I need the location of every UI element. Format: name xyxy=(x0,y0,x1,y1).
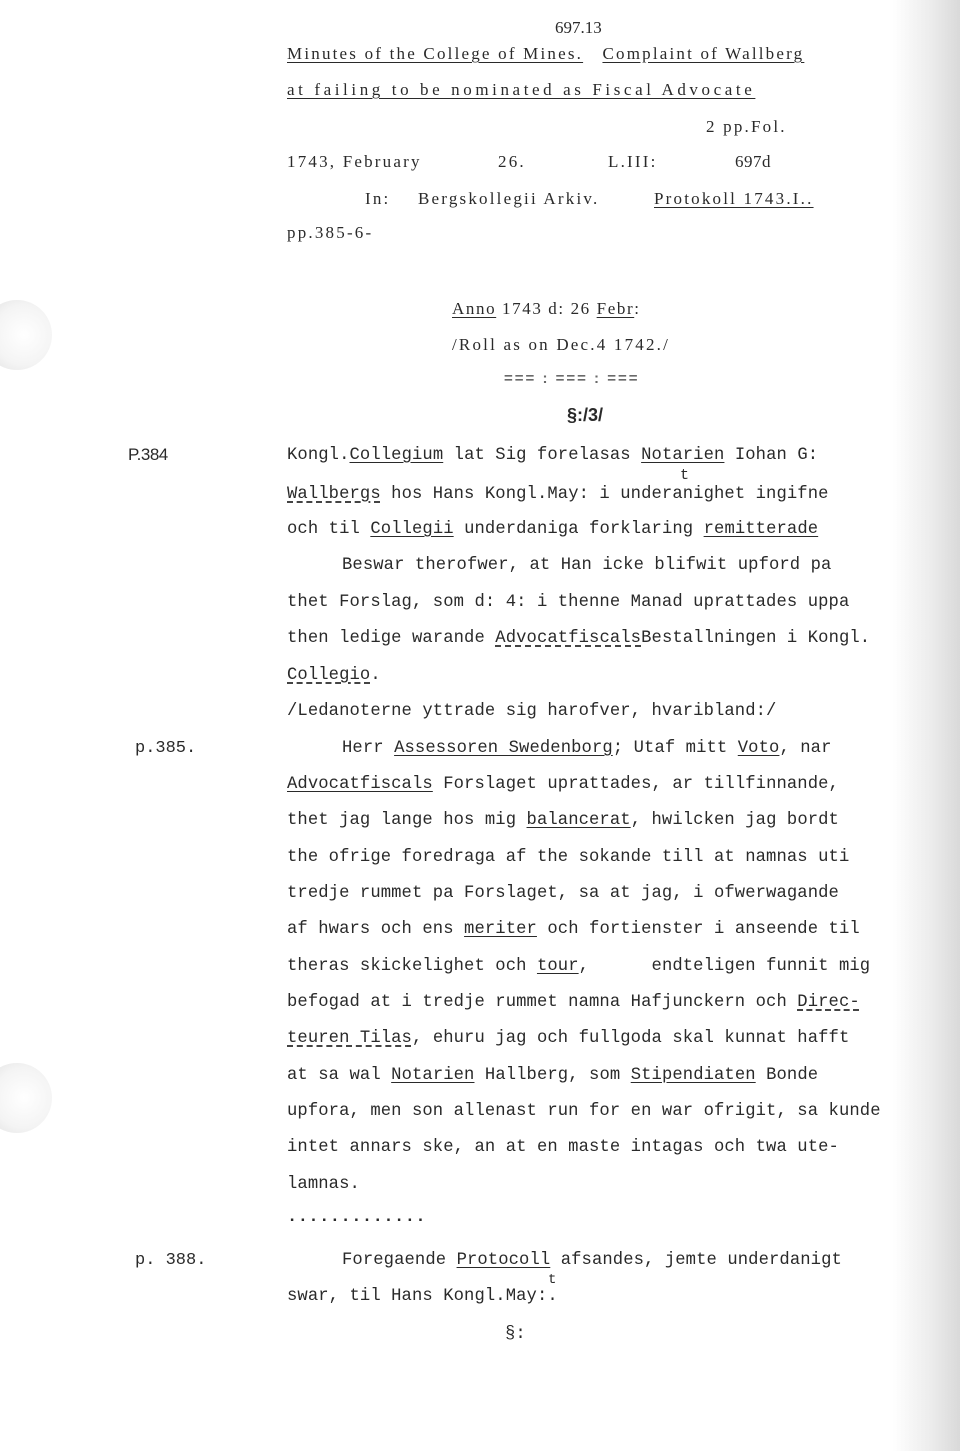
body-line-22: Foregaende Protocoll afsandes, jemte underdanigt xyxy=(342,1251,842,1270)
title-line-2: at failing to be nominated as Fiscal Advocate xyxy=(287,80,756,99)
body-line-7: Collegio. xyxy=(287,666,381,685)
anno-line xyxy=(452,299,641,319)
document-number: 697.13 xyxy=(555,18,602,37)
body-line-18: at sa wal Notarien Hallberg, som Stipendiaten Bonde xyxy=(287,1066,819,1085)
separator: === : === : === xyxy=(504,370,640,387)
protocol: Protokoll 1743.I.. xyxy=(654,189,814,208)
body-line-3: och til Collegii underdaniga forklaring remitterade xyxy=(287,520,819,539)
body-line-14: af hwars och ens meriter och fortienster i anseende til xyxy=(287,920,860,939)
page-reference: pp.385-6- xyxy=(287,223,374,242)
page-count: 2 pp.Fol. xyxy=(706,117,787,136)
body-line-9: Herr Assessoren Swedenborg; Utaf mitt Voto, nar xyxy=(342,739,832,758)
margin-note-p388: p. 388. xyxy=(135,1251,207,1270)
body-line-2: Wallbergs hos Hans Kongl.May: i underanighet ingifne xyxy=(287,485,829,504)
dotted-separator: ............. xyxy=(287,1208,427,1227)
reference: 697d xyxy=(735,152,771,171)
body-line-4: Beswar therofwer, at Han icke blifwit upford pa xyxy=(342,556,832,575)
body-line-11: thet jag lange hos mig balancerat, hwilcken jag bordt xyxy=(287,811,839,830)
body-line-6: then ledige warande AdvocatfiscalsBestallningen i Kongl. xyxy=(287,629,871,648)
margin-note-p384: P.384 xyxy=(128,445,168,464)
title-line-1 xyxy=(287,44,804,64)
body-line-5: thet Forslag, som d: 4: i thenne Manad uprattades uppa xyxy=(287,593,850,612)
margin-note-p385: p.385. xyxy=(135,739,197,758)
body-line-19: upfora, men son allenast run for en war ofrigit, sa kunde xyxy=(287,1102,881,1121)
anno-word: Anno xyxy=(452,299,497,318)
body-line-21: lamnas. xyxy=(287,1175,360,1194)
body-line-10: Advocatfiscals Forslaget uprattades, ar tillfinnande, xyxy=(287,775,839,794)
body-line-1: Kongl.Collegium lat Sig forelasas Notarien Iohan G: xyxy=(287,446,819,465)
in-label: In: xyxy=(365,189,391,208)
body-line-15: theras skickelighet och tour, endteligen funnit mig xyxy=(287,957,871,976)
body-line-23: swar, til Hans Kongl.May:. xyxy=(287,1287,558,1306)
anno-month: Febr xyxy=(596,299,635,318)
title-minutes: Minutes of the College of Mines. xyxy=(287,44,584,63)
body-line-20: intet annars ske, an at en maste intagas och twa ute- xyxy=(287,1138,839,1157)
archive: Bergskollegii Arkiv. xyxy=(418,189,600,208)
body-line-16: befogad at i tredje rummet namna Hafjunckern och Direc- xyxy=(287,993,860,1012)
date: 1743, February xyxy=(287,152,422,171)
body-line-17: teuren Tilas, ehuru jag och fullgoda skal kunnat hafft xyxy=(287,1029,850,1048)
series: L.III: xyxy=(608,152,658,171)
body-line-12: the ofrige foredraga af the sokande till at namnas uti xyxy=(287,848,850,867)
day: 26. xyxy=(498,152,526,171)
subscript-t: t xyxy=(548,1272,557,1288)
roll-line: /Roll as on Dec.4 1742./ xyxy=(452,335,671,354)
section-mark: §:/3/ xyxy=(567,405,604,425)
body-line-8: /Ledanoterne yttrade sig harofver, hvaribland:/ xyxy=(287,702,777,721)
anno-date: 1743 d: 26 xyxy=(502,299,591,318)
superscript-t: t xyxy=(680,467,690,484)
anno-month-colon: : xyxy=(634,299,641,318)
body-line-13: tredje rummet pa Forslaget, sa at jag, i ofwerwagande xyxy=(287,884,839,903)
title-complaint: Complaint of Wallberg xyxy=(602,44,805,63)
end-section-mark: §: xyxy=(505,1325,526,1344)
